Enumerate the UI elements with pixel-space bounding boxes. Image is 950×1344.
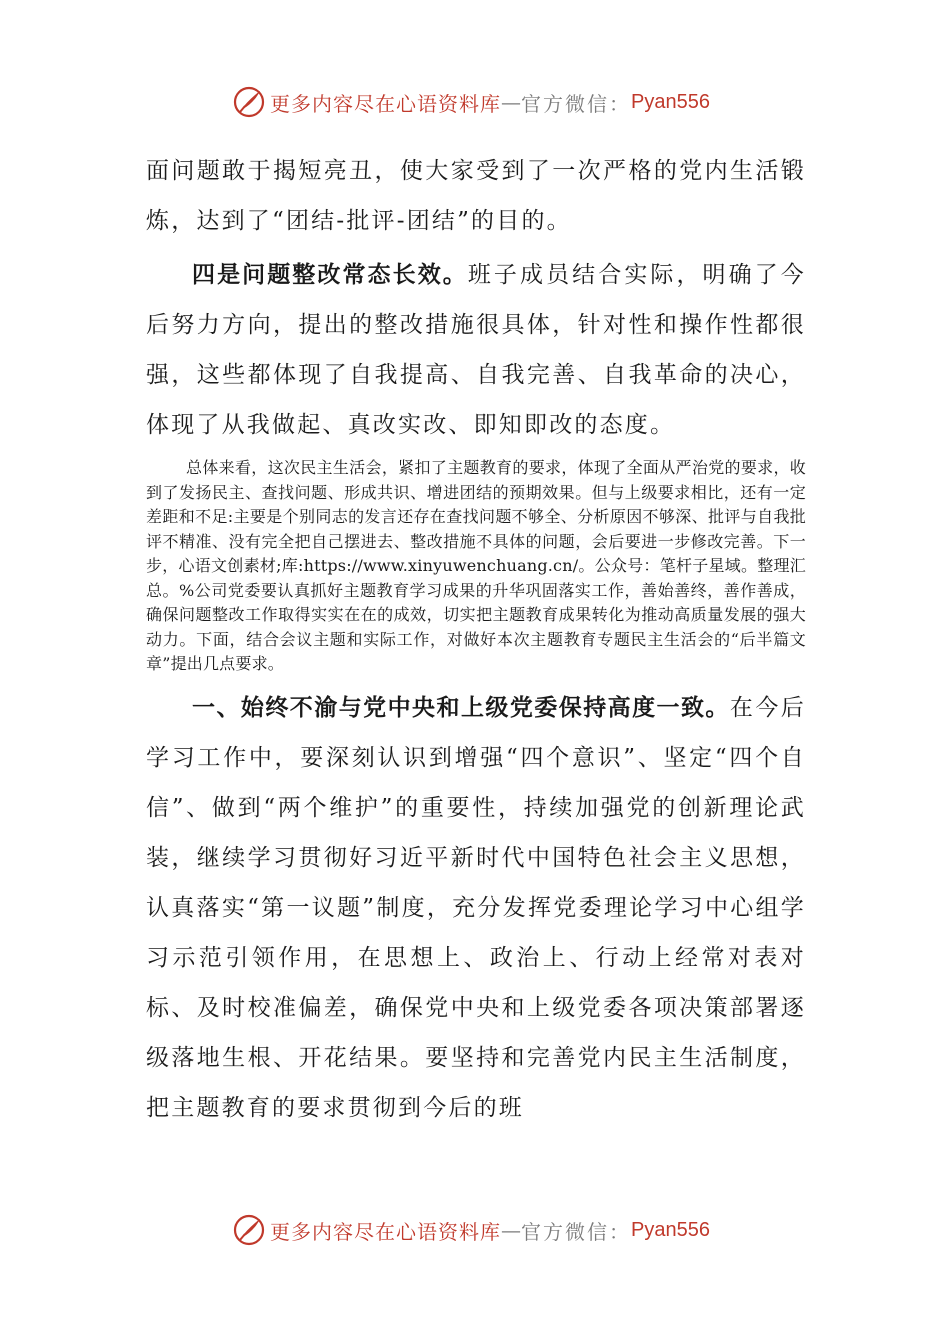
banner-wechat-label: 官方微信： <box>521 1219 631 1244</box>
banner-title: 更多内容尽在心语资料库 <box>270 1219 501 1244</box>
paragraph-2 <box>146 250 806 450</box>
paragraph-1: 面问题敢于揭短亮丑，使大家受到了一次严格的党内生活锻炼，达到了“团结-批评-团结”的目的。 <box>146 158 806 234</box>
paragraph-4-heading: 一、始终不渝与党中央和上级党委保持高度一致。 <box>192 694 730 721</box>
banner-wechat-id: Pyan556 <box>631 1218 710 1241</box>
paragraph-4 <box>146 683 806 1133</box>
banner-wechat-label: 官方微信： <box>521 91 631 116</box>
banner-wechat-id: Pyan556 <box>631 90 710 113</box>
quill-logo-icon <box>232 1213 266 1247</box>
header-banner <box>232 84 752 120</box>
quill-logo-icon <box>232 85 266 119</box>
banner-title: 更多内容尽在心语资料库 <box>270 91 501 116</box>
paragraph-2-text: 班子成员结合实际，明确了今后努力方向，提出的整改措施很具体，针对性和操作性都很强，这些都体现了自我提高、自我完善、自我革命的决心，体现了从我做起、真改实改、即知即改的态度。 <box>146 262 806 438</box>
paragraph-4-text: 在今后学习工作中，要深刻认识到增强“四个意识”、坚定“四个自信”、做到“两个维护”的重要性，持续加强党的创新理论武装，继续学习贯彻好习近平新时代中国特色社会主义思想，认真落实“第一议题”制度，充分发挥党委理论学习中心组学习示范引领作用，在思想上、政治上、行动上经常对表对标、及时校准偏差，确保党中央和上级党委各项决策部署逐级落地生根、开花结果。要坚持和完善党内民主生活制度，把主题教育的要求贯彻到今后的班 <box>146 694 806 1121</box>
banner-separator: — <box>501 1218 521 1242</box>
banner-separator: — <box>501 90 521 114</box>
footer-banner <box>232 1212 752 1248</box>
document-body <box>146 146 806 1133</box>
paragraph-3: 总体来看，这次民主生活会，紧扣了主题教育的要求，体现了全面从严治党的要求，收到了发扬民主、查找问题、形成共识、增进团结的预期效果。但与上级要求相比，还有一定差距和不足:主要是个别同志的发言还存在查找问题不够全、分析原因不够深、批评与自我批评不精准、没有完全把自己摆进去、整改措施不具体的问题，会后要进一步修改完善。下一步，心语文创素材;库:https://www.xinyuwenchuang.cn/。公众号：笔杆子星域。整理汇总。%公司党委要认真抓好主题教育学习成果的升华巩固落实工作，善始善终，善作善成，确保问题整改工作取得实实在在的成效，切实把主题教育成果转化为推动高质量发展的强大动力。下面，结合会议主题和实际工作，对做好本次主题教育专题民主生活会的“后半篇文章”提出几点要求。 <box>146 458 806 673</box>
paragraph-2-heading: 四是问题整改常态长效。 <box>192 262 468 288</box>
